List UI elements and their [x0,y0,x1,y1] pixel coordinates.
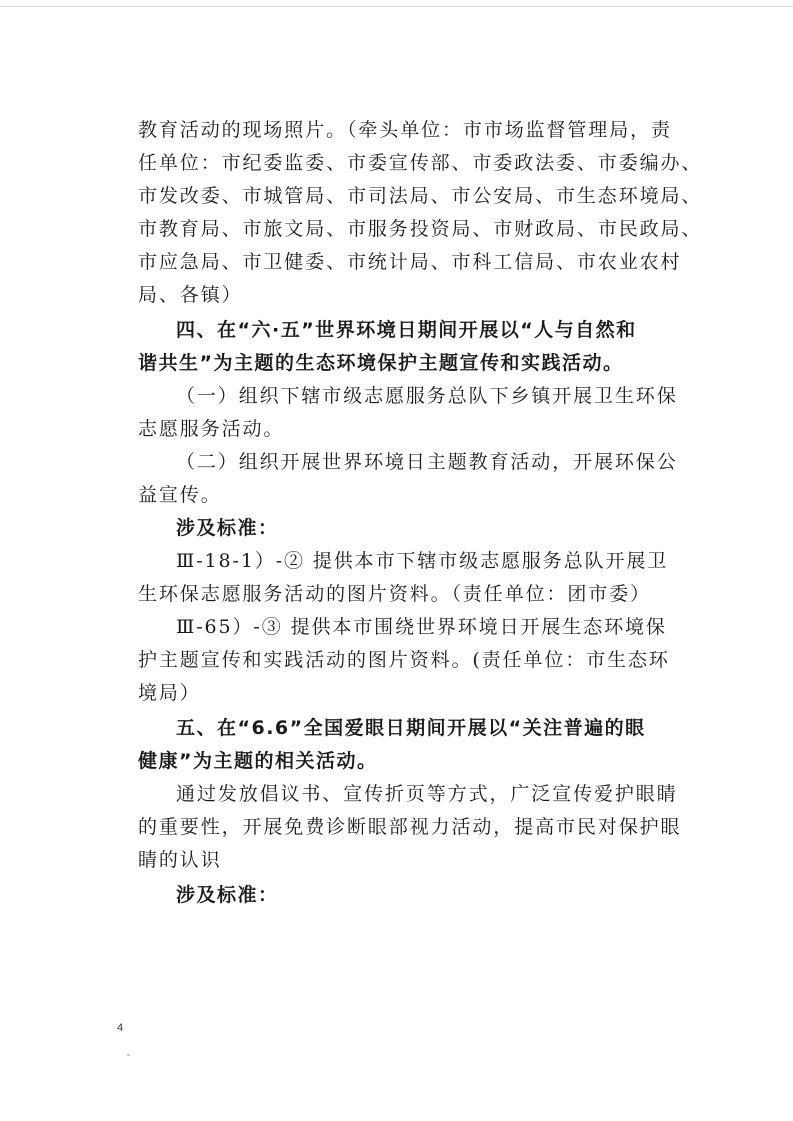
section-heading-line: 健康”为主题的相关活动。 [138,750,378,772]
text-line: 教育活动的现场照片。（牵头单位：市市场监督管理局，责 [138,119,672,141]
scan-mark [127,1054,130,1056]
text-line: （一）组织下辖市级志愿服务总队下乡镇开展卫生环保 [176,385,678,407]
text-line: Ⅲ-18-1）-② 提供本市下辖市级志愿服务总队开展卫 [176,550,669,572]
text-line: （二）组织开展世界环境日主题教育活动，开展环保公 [176,451,678,473]
text-line: 护主题宣传和实践活动的图片资料。(责任单位：市生态环 [138,649,670,671]
page-number: 4 [117,1022,124,1034]
text-line: 志愿服务活动。 [138,418,285,440]
text-line: 睛的认识 [138,849,222,871]
text-line: 通过发放倡议书、宣传折页等方式，广泛宣传爱护眼睛 [176,783,678,805]
text-line: 任单位：市纪委监委、市委宣传部、市委政法委、市委编办、 [138,152,703,174]
section-heading-line: 五、在“6.6”全国爱眼日期间开展以“关注普遍的眼 [176,717,646,739]
text-line: 市应急局、市卫健委、市统计局、市科工信局、市农业农村 [138,251,682,273]
text-line: 益宣传。 [138,484,222,506]
standards-heading: 涉及标准： [176,884,279,906]
text-line: 境局） [138,682,201,704]
standards-heading: 涉及标准： [176,517,279,539]
text-line: 生环保志愿服务活动的图片资料。（责任单位：团市委） [138,583,652,605]
page-top-rule [0,6,793,7]
text-line: 局、各镇） [138,284,243,306]
text-line: 市发改委、市城管局、市司法局、市公安局、市生态环境局、 [138,185,703,207]
section-heading-line: 谐共生”为主题的生态环境保护主题宣传和实践活动。 [138,352,624,374]
text-line: Ⅲ-65）-③ 提供本市围绕世界环境日开展生态环境保 [176,616,667,638]
text-line: 的重要性，开展免费诊断眼部视力活动，提高市民对保护眼 [138,816,682,838]
text-line: 市教育局、市旅文局、市服务投资局、市财政局、市民政局、 [138,218,703,240]
section-heading-line: 四、在“六·五”世界环境日期间开展以“人与自然和 [176,319,637,341]
document-body [138,114,703,912]
